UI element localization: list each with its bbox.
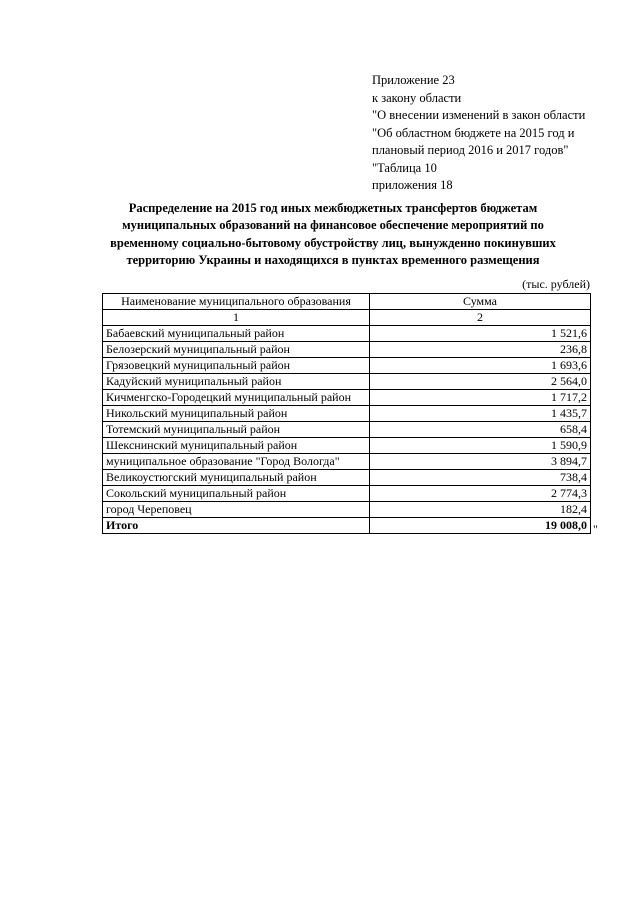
amount-cell: 2 774,3 bbox=[370, 486, 591, 502]
annex-line: плановый период 2016 и 2017 годов" bbox=[372, 143, 569, 157]
municipality-name: Великоустюгский муниципальный район bbox=[103, 470, 370, 486]
amount-cell: 3 894,7 bbox=[370, 454, 591, 470]
annex-line: Приложение 23 bbox=[372, 73, 455, 87]
municipality-name: Никольский муниципальный район bbox=[103, 406, 370, 422]
amount-cell: 738,4 bbox=[370, 470, 591, 486]
document-title bbox=[98, 200, 568, 270]
title-line: территорию Украины и находящихся в пунктах временного размещения bbox=[126, 253, 540, 268]
table-row bbox=[103, 470, 591, 486]
title-line: Распределение на 2015 год иных межбюджетных трансфертов бюджетам bbox=[128, 201, 538, 215]
municipality-name: муниципальное образование "Город Вологда" bbox=[103, 454, 370, 470]
column-number: 1 bbox=[103, 310, 370, 326]
column-number: 2 bbox=[370, 310, 591, 326]
transfers-table bbox=[102, 293, 591, 534]
table-row bbox=[103, 486, 591, 502]
title-line: временному социально-бытовому обустройству лиц, вынужденно покинувших bbox=[110, 235, 556, 250]
total-amount: 19 008,0 bbox=[370, 518, 591, 534]
amount-cell: 1 435,7 bbox=[370, 406, 591, 422]
annex-line: "Таблица 10 bbox=[372, 160, 437, 175]
total-row bbox=[103, 518, 591, 534]
table-row bbox=[103, 502, 591, 518]
total-label: Итого bbox=[103, 518, 370, 534]
municipality-name: Белозерский муниципальный район bbox=[103, 342, 370, 358]
municipality-name: Грязовецкий муниципальный район bbox=[103, 358, 370, 374]
table-row bbox=[103, 342, 591, 358]
table-row bbox=[103, 454, 591, 470]
municipality-name: Бабаевский муниципальный район bbox=[103, 326, 370, 342]
closing-quote: " bbox=[593, 522, 598, 536]
table-row bbox=[103, 406, 591, 422]
table-header-row bbox=[103, 294, 591, 310]
amount-cell: 1 717,2 bbox=[370, 390, 591, 406]
annex-line: "Об областном бюджете на 2015 год и bbox=[372, 125, 575, 140]
amount-cell: 2 564,0 bbox=[370, 374, 591, 390]
table-column-numbers-row bbox=[103, 310, 591, 326]
table-row bbox=[103, 326, 591, 342]
amount-cell: 1 521,6 bbox=[370, 326, 591, 342]
municipality-name: город Череповец bbox=[103, 502, 370, 518]
amount-cell: 182,4 bbox=[370, 502, 591, 518]
amount-cell: 1 693,6 bbox=[370, 358, 591, 374]
table-row bbox=[103, 438, 591, 454]
table-row bbox=[103, 358, 591, 374]
annex-header bbox=[372, 72, 585, 195]
municipality-name: Сокольский муниципальный район bbox=[103, 486, 370, 502]
units-label: (тыс. рублей) bbox=[522, 277, 590, 291]
column-header-sum: Сумма bbox=[370, 294, 591, 310]
amount-cell: 236,8 bbox=[370, 342, 591, 358]
municipality-name: Шекснинский муниципальный район bbox=[103, 438, 370, 454]
table-row bbox=[103, 390, 591, 406]
column-header-name: Наименование муниципального образования bbox=[103, 294, 370, 310]
annex-line: приложения 18 bbox=[372, 178, 453, 192]
title-line: муниципальных образований на финансовое обеспечение мероприятий по bbox=[122, 218, 544, 233]
municipality-name: Тотемский муниципальный район bbox=[103, 422, 370, 438]
amount-cell: 1 590,9 bbox=[370, 438, 591, 454]
municipality-name: Кичменгско-Городецкий муниципальный район bbox=[103, 390, 370, 406]
table-row bbox=[103, 422, 591, 438]
table-row bbox=[103, 374, 591, 390]
annex-line: к закону области bbox=[372, 90, 462, 105]
amount-cell: 658,4 bbox=[370, 422, 591, 438]
municipality-name: Кадуйский муниципальный район bbox=[103, 374, 370, 390]
annex-line: "О внесении изменений в закон области bbox=[372, 108, 586, 122]
